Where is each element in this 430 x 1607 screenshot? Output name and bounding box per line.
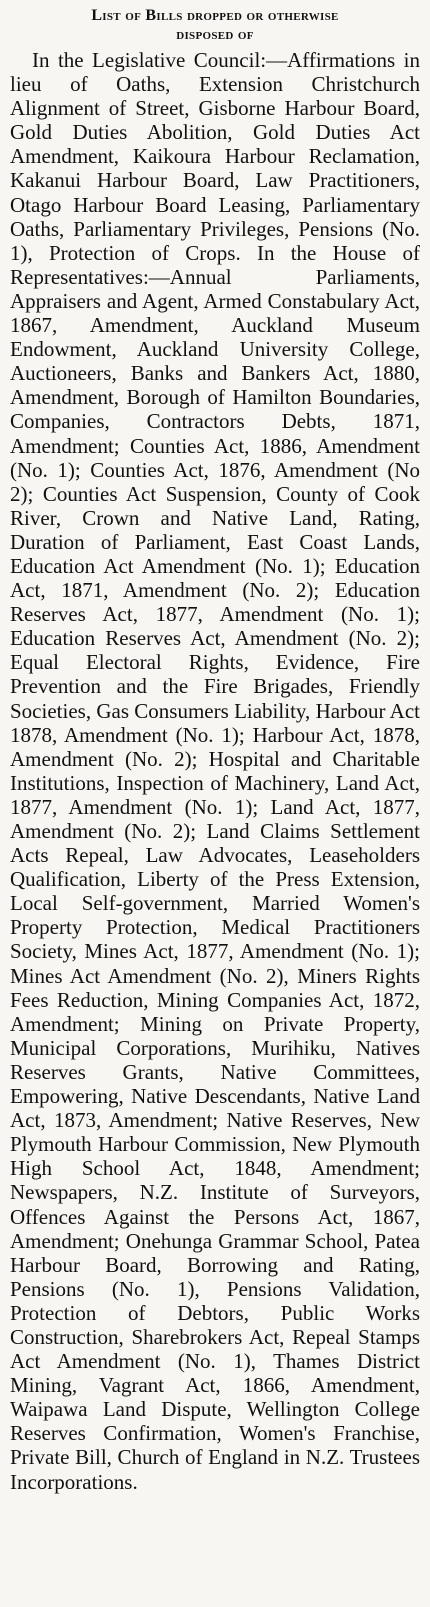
article-heading-line-1: List of Bills dropped or otherwise [91,7,339,24]
article-heading [10,6,420,44]
article-body: In the Legislative Council:—Affirmations in lieu of Oaths, Extension Christchurch Alignment of Street, Gisborne Harbour Board, Gold Duties Abolition, Gold Duties Act Amendment, Kaikoura Harbour Reclamation, Kakanui Harbour Board, Law Practitioners, Otago Harbour Board Leasing, Parliamentary Oaths, Parliamentary Privileges, Pensions (No. 1), Protection of Crops. In the House of Representatives:—Annual Parliaments, Appraisers and Agent, Armed Constabulary Act, 1867, Amendment, Auckland Museum Endowment, Auckland University College, Auctioneers, Banks and Bankers Act, 1880, Amendment, Borough of Hamilton Boundaries, Companies, Contractors Debts, 1871, Amendment; Counties Act, 1886, Amendment (No. 1); Counties Act, 1876, Amendment (No 2); Counties Act Suspension, County of Cook River, Crown and Native Land, Rating, Duration of Parliament, East Coast Lands, Education Act Amendment (No. 1); Education Act, 1871, Amendment (No. 2); Education Reserves Act, 1877, Amendment (No. 1); Education Reserves Act, Amendment (No. 2); Equal Electoral Rights, Evidence, Fire Prevention and the Fire Brigades, Friendly Societies, Gas Consumers Liability, Harbour Act 1878, Amendment (No. 1); Harbour Act, 1878, Amendment (No. 2); Hospital and Charitable Institutions, Inspection of Machinery, Land Act, 1877, Amendment (No. 1); Land Act, 1877, Amendment (No. 2); Land Claims Settlement Acts Repeal, Law Advocates, Leaseholders Qualification, Liberty of the Press Extension, Local Self-government, Married Women's Property Protection, Medical Practitioners Society, Mines Act, 1877, Amendment (No. 1); Mines Act Amendment (No. 2), Miners Rights Fees Reduction, Mining Companies Act, 1872, Amendment; Mining on Private Property, Municipal Corporations, Murihiku, Natives Reserves Grants, Native Committees, Empowering, Native Descendants, Native Land Act, 1873, Amendment; Native Reserves, New Plymouth Harbour Commission, New Plymouth High School Act, 1848, Amendment; Newspapers, N.Z. Institute of Surveyors, Offences Against the Persons Act, 1867, Amendment; Onehunga Grammar School, Patea Harbour Board, Borrowing and Rating, Pensions (No. 1), Pensions Validation, Protection of Debtors, Public Works Construction, Sharebrokers Act, Repeal Stamps Act Amendment (No. 1), Thames District Mining, Vagrant Act, 1866, Amendment, Waipawa Land Dispute, Wellington College Reserves Confirmation, Women's Franchise, Private Bill, Church of England in N.Z. Trustees Incorporations. [10,48,420,1494]
article-heading-line-2: disposed of [176,26,254,43]
